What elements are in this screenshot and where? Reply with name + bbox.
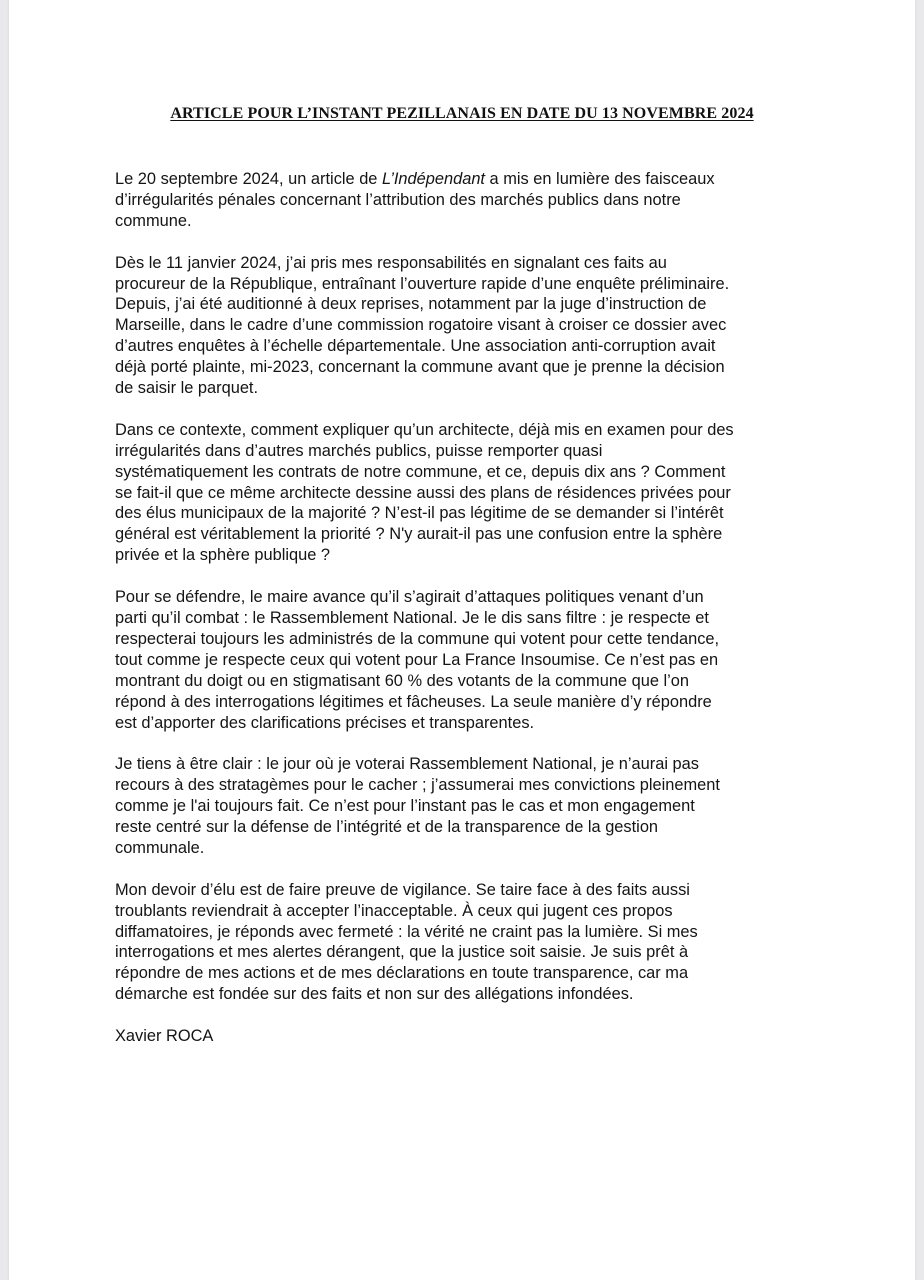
paragraph-line: d’irrégularités pénales concernant l’attribution des marchés publics dans notre: [115, 190, 681, 209]
paragraph-line: répondre de mes actions et de mes déclarations en toute transparence, car ma: [115, 964, 689, 983]
paragraph-line: [115, 169, 815, 190]
newspaper-name: L’Indépendant: [381, 170, 485, 188]
paragraph-line: troublants reviendrait à accepter l’inacceptable. À ceux qui jugent ces propos: [115, 901, 673, 920]
article-body: [115, 169, 815, 1068]
paragraph-line: Depuis, j’ai été auditionné à deux reprises, notamment par la juge d’instruction de: [115, 295, 707, 314]
paragraph-line: Pour se défendre, le maire avance qu’il s’agirait d’attaques politiques venant d’un: [115, 588, 704, 607]
paragraph: [115, 754, 815, 859]
paragraph-line: diffamatoires, je réponds avec fermeté : la vérité ne craint pas la lumière. Si mes: [115, 922, 698, 941]
paragraph-line: général est véritablement la priorité ? N'y aurait-il pas une confusion entre la sphère: [115, 525, 723, 544]
line-text: Le 20 septembre 2024, un article de: [115, 170, 382, 188]
paragraph-line: démarche est fondée sur des faits et non sur des allégations infondées.: [115, 985, 634, 1004]
paragraph-line: Je tiens à être clair : le jour où je voterai Rassemblement National, je n’aurai pas: [115, 755, 699, 774]
paragraph: [115, 253, 815, 399]
paragraph-line: se fait-il que ce même architecte dessine aussi des plans de résidences privées pour: [115, 483, 731, 502]
paragraph-line: respecterai toujours les administrés de la commune qui votent pour cette tendance,: [115, 629, 720, 648]
paragraph-line: d’autres enquêtes à l’échelle départementale. Une association anti-corruption avait: [115, 337, 716, 356]
paragraph-line: Dans ce contexte, comment expliquer qu’un architecte, déjà mis en examen pour des: [115, 420, 734, 439]
paragraph-line: parti qu’il combat : le Rassemblement National. Je le dis sans filtre : je respecte et: [115, 608, 709, 627]
paragraph-line: communale.: [115, 838, 205, 857]
paragraph-line: Mon devoir d’élu est de faire preuve de vigilance. Se taire face à des faits aussi: [115, 880, 690, 899]
paragraph-line: Dès le 11 janvier 2024, j’ai pris mes responsabilités en signalant ces faits au: [115, 253, 667, 272]
line-text: a mis en lumière des faisceaux: [485, 170, 715, 188]
paragraph-line: Marseille, dans le cadre d’une commission rogatoire visant à croiser ce dossier avec: [115, 316, 727, 335]
paragraph-line: recours à des stratagèmes pour le cacher ; j’assumerai mes convictions pleinement: [115, 776, 720, 795]
paragraph-line: interrogations et mes alertes dérangent, que la justice soit saisie. Je suis prêt à: [115, 943, 689, 962]
paragraph-line: commune.: [115, 211, 192, 230]
paragraph-list: [115, 169, 815, 1005]
paragraph: [115, 587, 815, 733]
paragraph-line: procureur de la République, entraînant l’ouverture rapide d’une enquête préliminaire.: [115, 274, 730, 293]
paragraph: [115, 169, 815, 232]
paragraph-line: montrant du doigt ou en stigmatisant 60 % des votants de la commune que l’on: [115, 671, 690, 690]
document-page: [9, 0, 915, 1280]
paragraph-line: privée et la sphère publique ?: [115, 546, 331, 565]
paragraph-line: tout comme je respecte ceux qui votent pour La France Insoumise. Ce n’est pas en: [115, 650, 719, 669]
signature: Xavier ROCA: [115, 1027, 214, 1046]
paragraph-line: comme je l'ai toujours fait. Ce n’est pour l’instant pas le cas et mon engagement: [115, 797, 695, 816]
paragraph-line: répond à des interrogations légitimes et fâcheuses. La seule manière d’y répondre: [115, 692, 712, 711]
paragraph-line: reste centré sur la défense de l’intégrité et de la transparence de la gestion: [115, 818, 659, 837]
paragraph: [115, 880, 815, 1005]
paragraph-line: irrégularités dans d’autres marchés publics, puisse remporter quasi: [115, 441, 603, 460]
article-heading-text: ARTICLE POUR L’INSTANT PEZILLANAIS EN DATE DU 13 NOVEMBRE 2024: [170, 105, 754, 122]
article-heading: [9, 104, 915, 124]
paragraph-line: est d’apporter des clarifications précises et transparentes.: [115, 713, 535, 732]
paragraph-line: des élus municipaux de la majorité ? N’est-il pas légitime de se demander si l’intérêt: [115, 504, 724, 523]
paragraph-line: de saisir le parquet.: [115, 379, 259, 398]
paragraph: [115, 420, 815, 566]
paragraph-line: déjà porté plainte, mi-2023, concernant la commune avant que je prenne la décision: [115, 358, 725, 377]
paragraph-line: systématiquement les contrats de notre commune, et ce, depuis dix ans ? Comment: [115, 462, 726, 481]
